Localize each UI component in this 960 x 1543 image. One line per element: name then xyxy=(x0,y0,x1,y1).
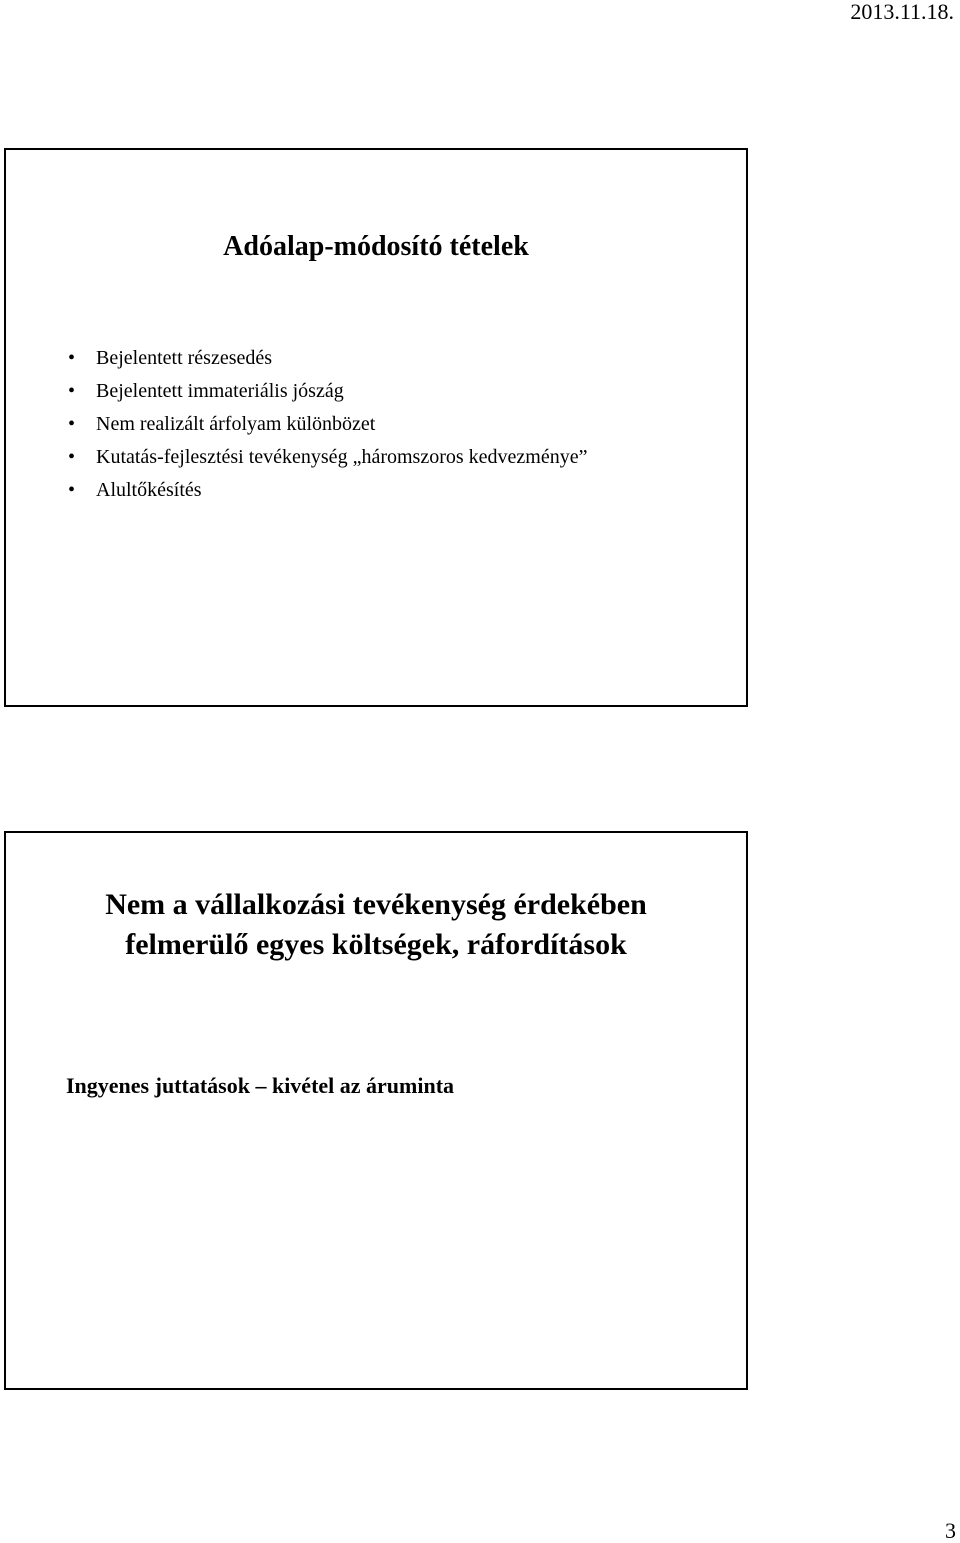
slide-1-bullet-list xyxy=(66,347,696,512)
bullet-item: • Nem realizált árfolyam különbözet xyxy=(66,413,696,435)
slide-1-title: Adóalap-módosító tételek xyxy=(223,231,529,262)
page-number: 3 xyxy=(945,1518,956,1543)
bullet-item: • Alultőkésítés xyxy=(66,479,696,501)
slide-2-title: Nem a vállalkozási tevékenység érdekében felmerülő egyes költségek, ráfordítások xyxy=(105,888,647,961)
bullet-item: • Bejelentett részesedés xyxy=(66,347,696,369)
slide-2-body-text: Ingyenes juttatások – kivétel az áruminta xyxy=(66,1073,455,1098)
slide-1 xyxy=(4,148,748,707)
bullet-item: • Bejelentett immateriális jószág xyxy=(66,380,696,402)
bullet-item: • Kutatás-fejlesztési tevékenység „háromszoros kedvezménye” xyxy=(66,446,696,468)
slide-2 xyxy=(4,831,748,1390)
print-date: 2013.11.18. xyxy=(850,0,954,24)
